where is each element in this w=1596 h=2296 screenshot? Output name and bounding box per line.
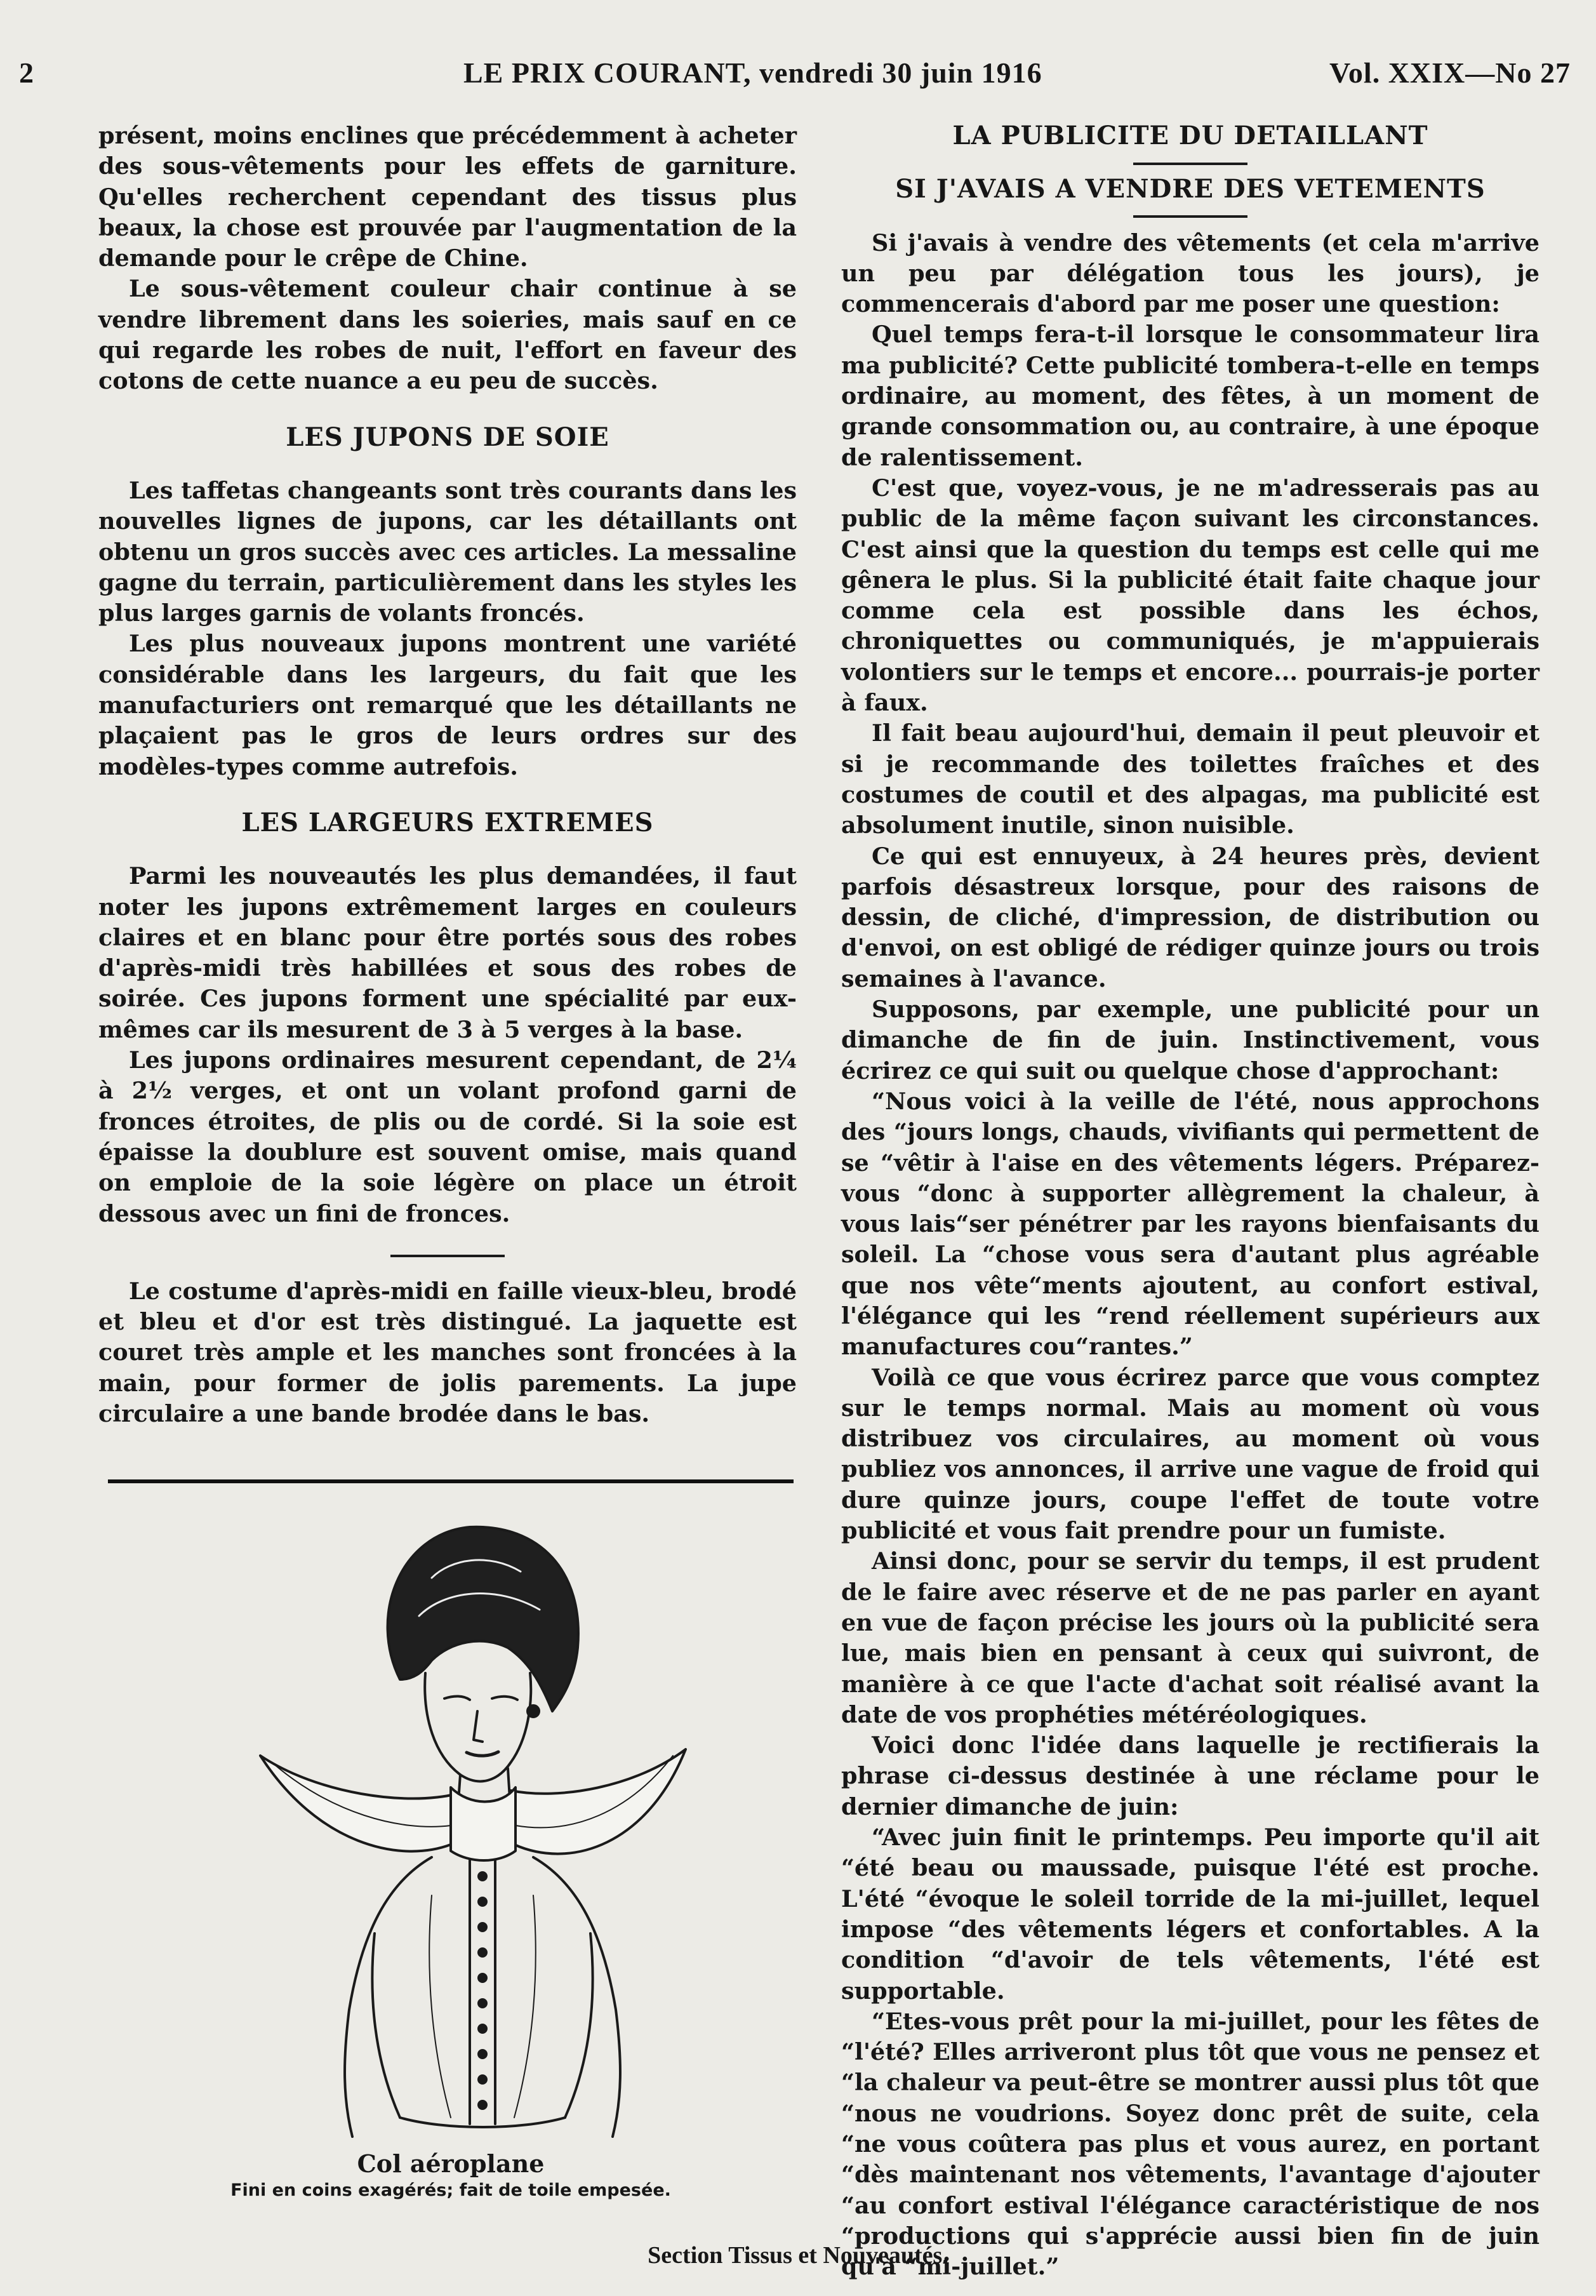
quoted-advert: “Nous voici à la veille de l'été, nous approchons des “jours longs, chauds, vivifiants qui permettent de se “vêtir à l'aise en des vêtements légers. Préparez-vous “donc à supporter allègrement la chaleur, à vous lais“ser pénétrer par les rayons bienfaisants du soleil. La “chose vous sera d'autant plus agréable que nos vête“ments ajoutent, au confort estival, l'élégance qui les “rend réellement supérieurs aux manufactures cou“rantes.” — [841, 1087, 1539, 1361]
section-footer: Section Tissus et Nouveautés. — [648, 2242, 948, 2269]
article-paragraph: Les taffetas changeants sont très courants dans les nouvelles lignes de jupons, car les détaillants ont obtenu un gros succès avec ces articles. La messaline gagne du terrain, particulièrement dans les styles les plus larges garnis de volants froncés. — [98, 476, 797, 627]
article-paragraph: Les jupons ordinaires mesurent cependant, de 2¼ à 2½ verges, et ont un volant profond garni de fronces étroites, de plis ou de cordé. Si la soie est épaisse la doublure est souvent omise, mais quand on emploie de la soie légère on place un étroit dessous avec un fini de fronces. — [98, 1046, 797, 1227]
article-title: SI J'AVAIS A VENDRE DES VETEMENTS — [895, 174, 1486, 204]
article-paragraph: Voilà ce que vous écrirez parce que vous comptez sur le temps normal. Mais au moment où vous distribuez vos circulaires, au moment où vous publiez vos annonces, il arrive une vague de froid qui dure quinze jours, coupe l'effet de toute votre publicité et vous fait prendre pour un fumiste. — [841, 1363, 1539, 1545]
article-paragraph: Si j'avais à vendre des vêtements (et cela m'arrive un peu par délégation tous les jours), je commencerais d'abord par me poser une question: — [841, 229, 1539, 318]
left-column — [98, 121, 797, 1429]
article-paragraph: Ce qui est ennuyeux, à 24 heures près, devient parfois désastreux lorsque, pour des raisons de dessin, de cliché, d'impression, de distribution ou d'envoi, on est obligé de rédiger quinze jours ou trois semaines à l'avance. — [841, 842, 1539, 992]
separator-rule — [390, 1255, 505, 1257]
article-paragraph: Ainsi donc, pour se servir du temps, il est prudent de le faire avec réserve et de ne pas parler en ayant en vue de façon précise les jours où la publicité sera lue, mais bien en pensant à ceux qui suivront, de manière à ce que l'acte d'achat soit réalisé avant la date de vos prophéties météréologiques. — [841, 1547, 1539, 1728]
page-number: 2 — [19, 57, 34, 89]
volume-number: Vol. XXIX—No 27 — [1329, 57, 1571, 89]
intro-paragraph: présent, moins enclines que précédemment à acheter des sous-vêtements pour les effets de garniture. Qu'elles recherchent cependant des tissus plus beaux, la chose est prouvée par l'augmentation de la demande pour le crêpe de Chine. — [98, 122, 797, 272]
closing-paragraph: Le costume d'après-midi en faille vieux-bleu, brodé et bleu et d'or est très distingué. La jaquette est couret très ample et les manches sont froncées à la main, pour former de jolis parements. La jupe circulaire a une bande brodée dans le bas. — [98, 1277, 797, 1427]
column-kicker: LA PUBLICITE DU DETAILLANT — [952, 121, 1428, 150]
article-paragraph: Quel temps fera-t-il lorsque le consommateur lira ma publicité? Cette publicité tombera-t-elle en temps ordinaire, au moment, des fêtes, à un moment de grande consommation ou, au contraire, à une époque de ralentissement. — [841, 321, 1539, 471]
quoted-advert: “Etes-vous prêt pour la mi-juillet, pour les fêtes de “l'été? Elles arriveront plus tôt que vous ne pensez et “la chaleur va peut-être se montrer aussi plus tôt que “nous ne voudrions. Soyez donc prêt de suite, cela “ne vous coûtera pas plus et vous aurez, en portant “dès maintenant nos vêtements, l'avantage d'ajouter “au confort estival l'élégance caractéristique de nos “productions qui s'apprécie aussi bien fin de juin qu'à “mi-juillet.” — [841, 2007, 1539, 2281]
article-paragraph: C'est que, voyez-vous, je ne m'adresserais pas au public de la même façon suivant les circonstances. C'est ainsi que la question du temps est celle qui me gênera le plus. Si la publicité était faite chaque jour comme cela est possible dans les échos, chroniquettes ou communiqués, je m'appuierais volontiers sur le temps et encore... pourrais-je porter à faux. — [841, 474, 1539, 717]
section-heading: LES JUPONS DE SOIE — [286, 422, 609, 452]
collar-illustration — [241, 1489, 698, 2143]
article-paragraph: Parmi les nouveautés les plus demandées, il faut noter les jupons extrêmement larges en couleurs claires et en blanc pour être portés sous des robes d'après-midi très habillées et sous des robes de soirée. Ces jupons forment une spécialité par eux-mêmes car ils mesurent de 3 à 5 verges à la base. — [98, 862, 797, 1043]
figure-title: Col aéroplane — [357, 2149, 545, 2178]
quoted-advert: “Avec juin finit le printemps. Peu importe qu'il ait “été beau ou maussade, puisque l'été est proche. L'été “évoque le soleil torride de la mi-juillet, lequel impose “des vêtements légers et confortables. A la condition “d'avoir de tels vêtements, l'été est supportable. — [841, 1824, 1539, 2005]
blouse-buttons — [477, 1871, 488, 2110]
figure-subtitle: Fini en coins exagérés; fait de toile empesée. — [230, 2180, 671, 2200]
section-heading: LES LARGEURS EXTREMES — [241, 807, 654, 838]
right-column — [841, 121, 1539, 2282]
page-header — [19, 51, 1577, 95]
masthead: LE PRIX COURANT, vendredi 30 juin 1916 — [463, 57, 1042, 89]
article-paragraph: Les plus nouveaux jupons montrent une variété considérable dans les largeurs, du fait que les manufacturiers ont remarqué que les détaillants ne plaçaient pas le gros de leurs ordres sur des modèles-types comme autrefois. — [98, 630, 797, 780]
article-paragraph: Il fait beau aujourd'hui, demain il peut pleuvoir et si je recommande des toilettes fraîches et des costumes de coutil et des alpagas, ma publicité est absolument inutile, sinon nuisible. — [841, 719, 1539, 839]
figure-top-rule — [108, 1479, 794, 1483]
title-rule — [1133, 215, 1247, 218]
intro-paragraph: Le sous-vêtement couleur chair continue à se vendre librement dans les soieries, mais sauf en ce qui regarde les robes de nuit, l'effort en faveur des cotons de cette nuance a eu peu de succès. — [98, 275, 797, 395]
article-paragraph: Voici donc l'idée dans laquelle je rectifierais la phrase ci-dessus destinée à une réclame pour le dernier dimanche de juin: — [841, 1732, 1539, 1820]
kicker-rule — [1133, 163, 1247, 165]
article-paragraph: Supposons, par exemple, une publicité pour un dimanche de fin de juin. Instinctivement, vous écrirez ce qui suit ou quelque chose d'approchant: — [841, 996, 1539, 1085]
figure-caption — [108, 2149, 794, 2200]
